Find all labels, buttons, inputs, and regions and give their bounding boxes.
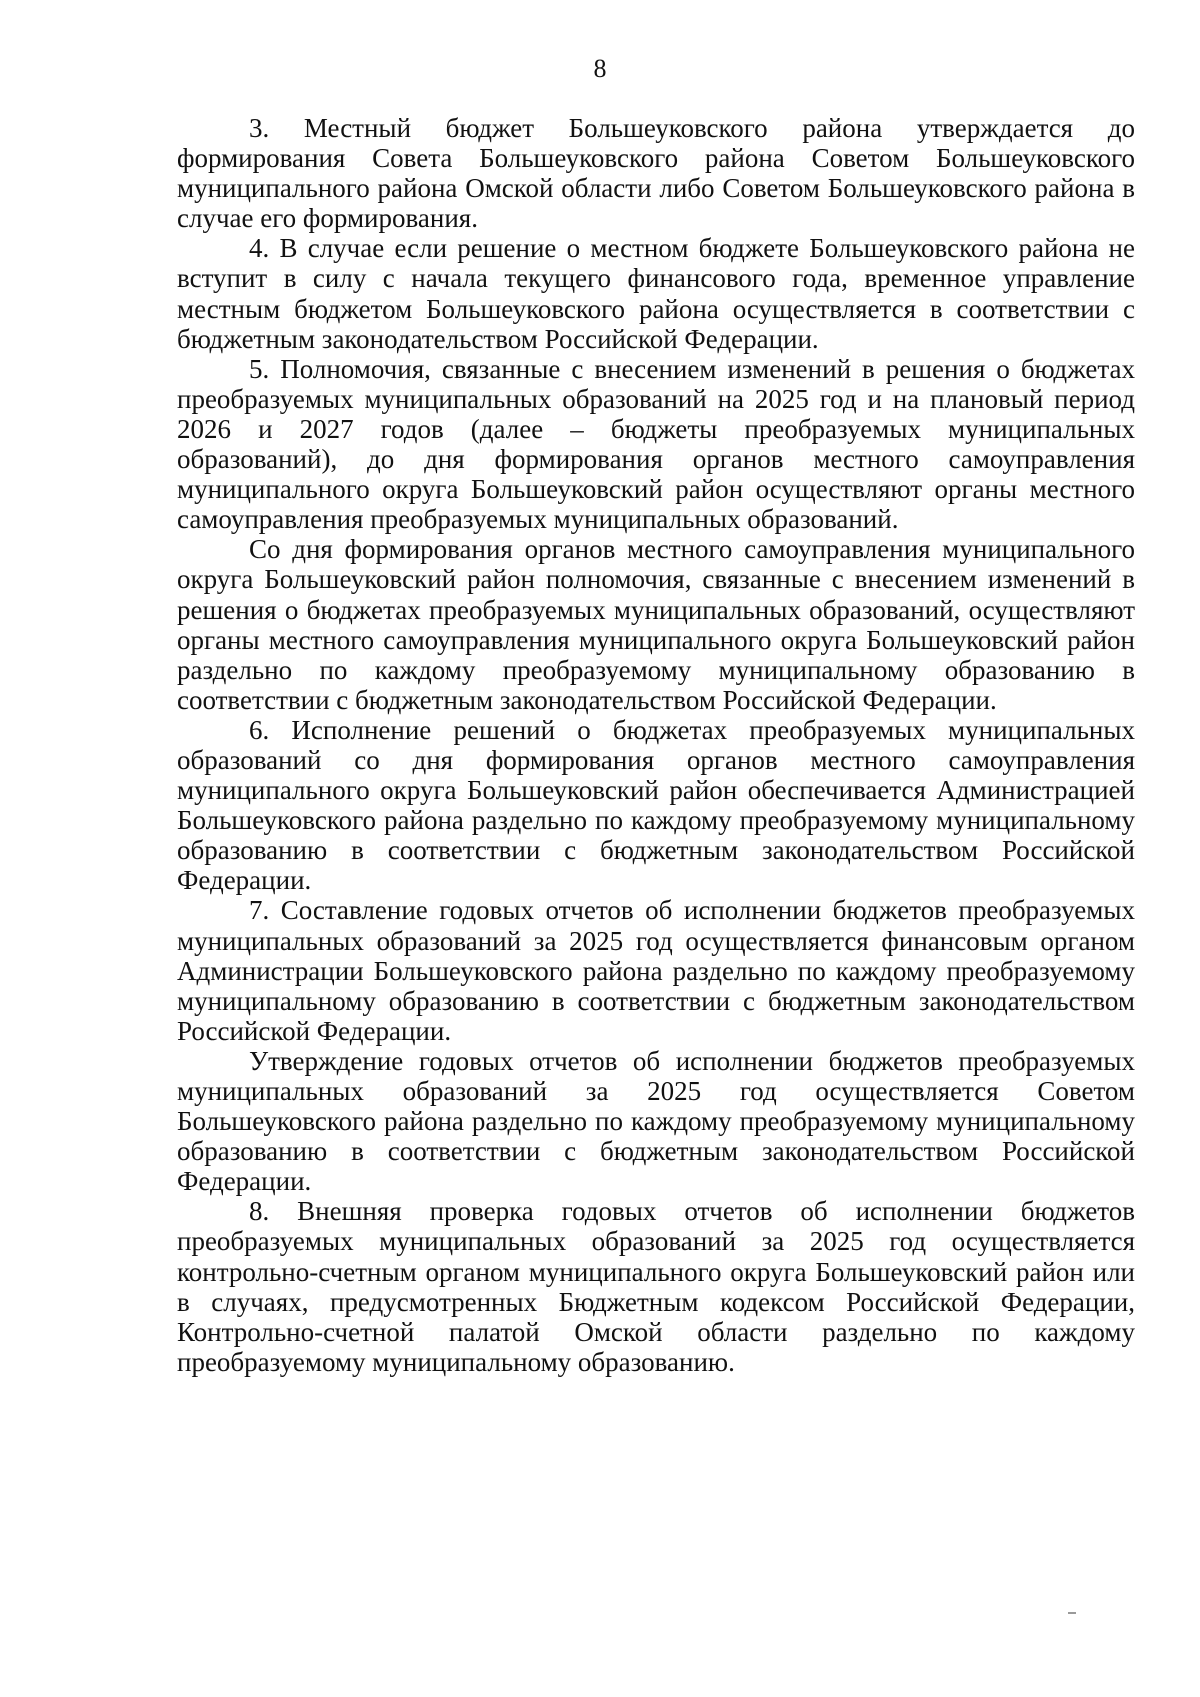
page-number: 8 bbox=[593, 54, 607, 83]
scan-mark bbox=[1068, 1612, 1076, 1614]
document-body bbox=[177, 113, 1135, 1377]
paragraph-item-7: 7. Составление годовых отчетов об исполнении бюджетов преобразуемых муниципальных образований за 2025 год осуществляется финансовым органом Администрации Большеуковского района раздельно по каждому преобразуемому муниципальному образованию в соответствии с бюджетным законодательством Российской Федерации. bbox=[177, 895, 1135, 1046]
paragraph-item-4: 4. В случае если решение о местном бюджете Большеуковского района не вступит в силу с начала текущего финансового года, временное управление местным бюджетом Большеуковского района осуществляется в соответствии с бюджетным законодательством Российской Федерации. bbox=[177, 233, 1135, 354]
paragraph-item-6: 6. Исполнение решений о бюджетах преобразуемых муниципальных образований со дня формирования органов местного самоуправления муниципального округа Большеуковский район обеспечивается Администрацией Большеуковского района раздельно по каждому преобразуемому муниципальному образованию в соответствии с бюджетным законодательством Российской Федерации. bbox=[177, 714, 1135, 896]
paragraph-item-5: 5. Полномочия, связанные с внесением изменений в решения о бюджетах преобразуемых муниципальных образований на 2025 год и на плановый период 2026 и 2027 годов (далее – бюджеты преобразуемых муниципальных образований), до дня формирования органов местного самоуправления муниципального округа Большеуковский район осуществляют органы местного самоуправления преобразуемых муниципальных образований. bbox=[177, 353, 1135, 535]
paragraph-item-3: 3. Местный бюджет Большеуковского района утверждается до формирования Совета Большеуковского района Советом Большеуковского муниципального района Омской области либо Советом Большеуковского района в случае его формирования. bbox=[177, 113, 1135, 234]
paragraph-item-8: 8. Внешняя проверка годовых отчетов об исполнении бюджетов преобразуемых муниципальных образований за 2025 год осуществляется контрольно-счетным органом муниципального округа Большеуковский район или в случаях, предусмотренных Бюджетным кодексом Российской Федерации, Контрольно-счетной палатой Омской области раздельно по каждому преобразуемому муниципальному образованию. bbox=[177, 1196, 1135, 1377]
paragraph-item-5-continuation: Со дня формирования органов местного самоуправления муниципального округа Большеуковский район полномочия, связанные с внесением изменений в решения о бюджетах преобразуемых муниципальных образований, осуществляют органы местного самоуправления муниципального округа Большеуковский район раздельно по каждому преобразуемому муниципальному образованию в соответствии с бюджетным законодательством Российской Федерации. bbox=[177, 534, 1135, 715]
paragraph-item-7-continuation: Утверждение годовых отчетов об исполнении бюджетов преобразуемых муниципальных образований за 2025 год осуществляется Советом Большеуковского района раздельно по каждому преобразуемому муниципальному образованию в соответствии с бюджетным законодательством Российской Федерации. bbox=[177, 1045, 1135, 1197]
